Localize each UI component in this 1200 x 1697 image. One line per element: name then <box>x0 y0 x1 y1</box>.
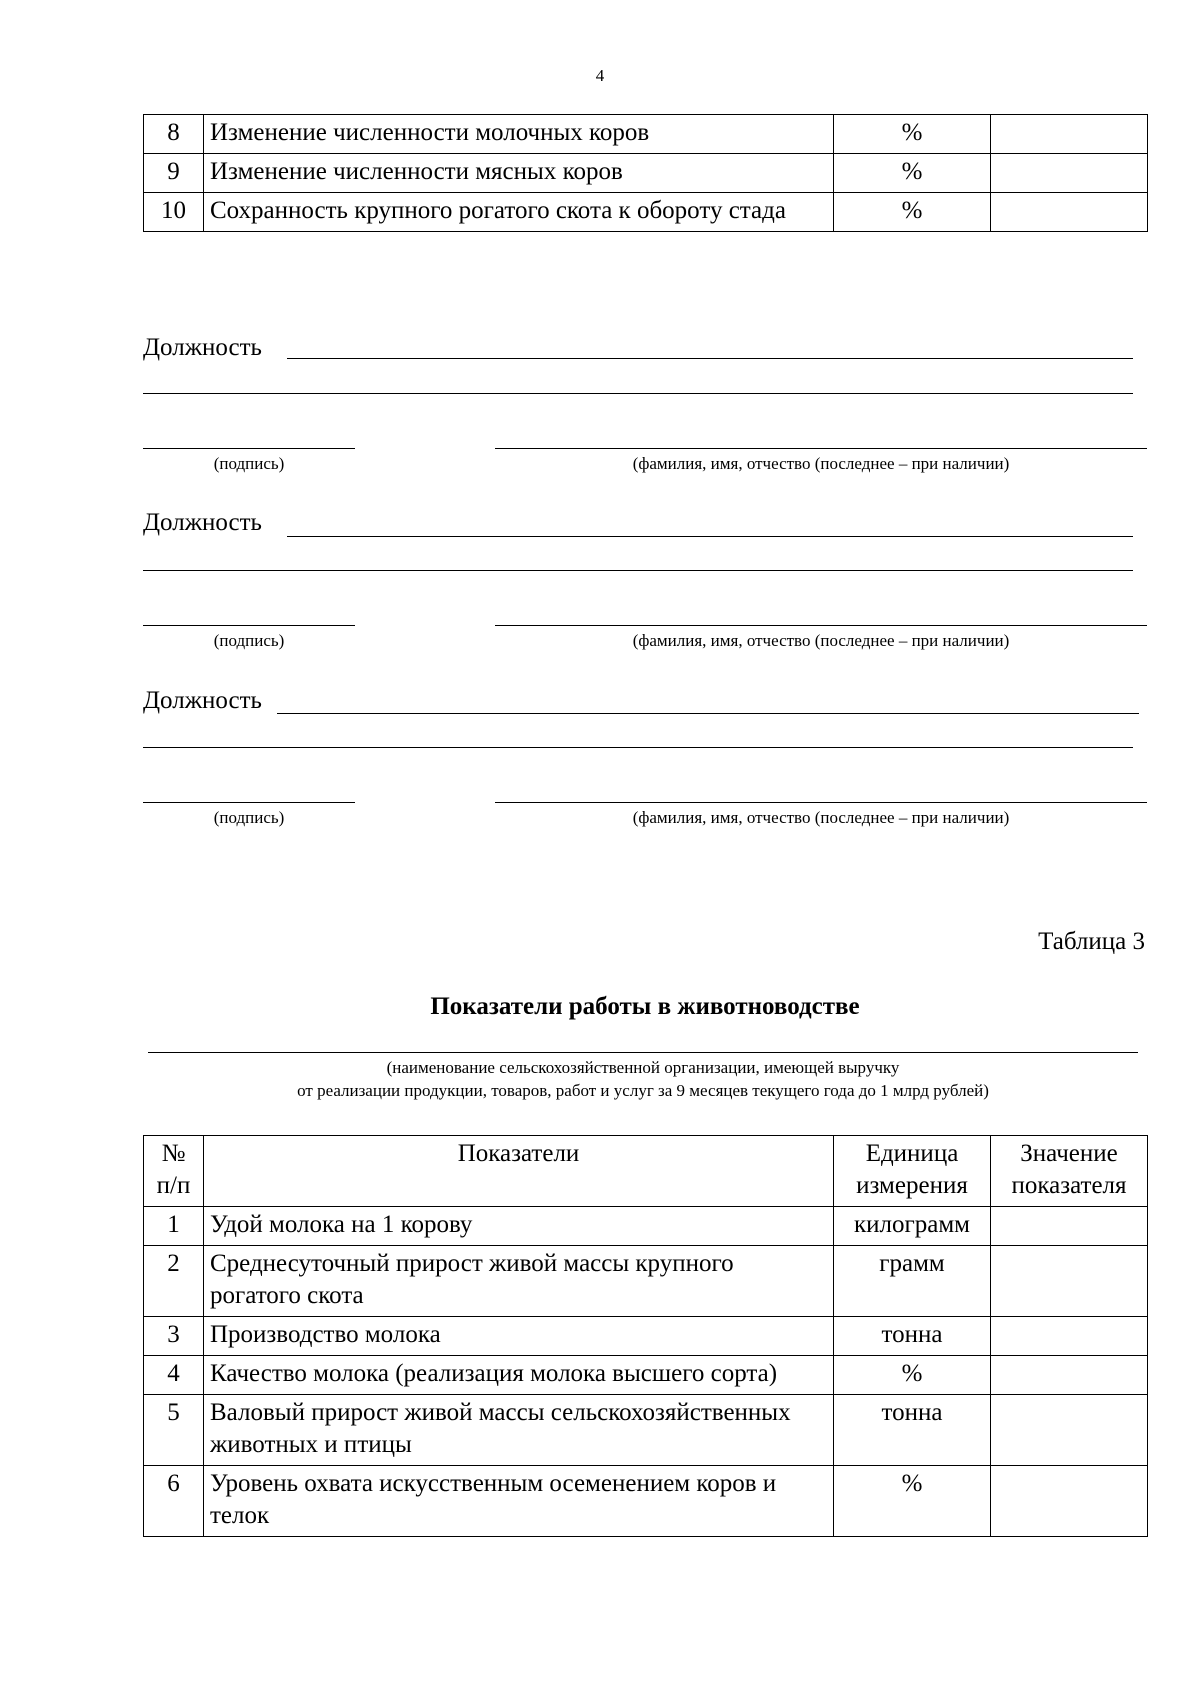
full-name-line[interactable] <box>495 625 1147 626</box>
unit-cell: % <box>834 154 991 193</box>
value-cell[interactable] <box>991 154 1148 193</box>
unit-cell: тонна <box>834 1317 991 1356</box>
full-name-caption: (фамилия, имя, отчество (последнее – при наличии) <box>632 454 1010 473</box>
signature-caption: (подпись) <box>213 808 285 827</box>
indicator-name: Среднесуточный прирост живой массы крупного рогатого скота <box>204 1246 834 1317</box>
signature-line[interactable] <box>143 625 355 626</box>
row-number: 10 <box>144 193 204 232</box>
organization-caption-line: от реализации продукции, товаров, работ и услуг за 9 месяцев текущего года до 1 млрд рублей) <box>297 1081 989 1100</box>
row-number: 9 <box>144 154 204 193</box>
value-cell[interactable] <box>991 1207 1148 1246</box>
position-label: Должность <box>143 334 262 361</box>
value-cell[interactable] <box>991 1356 1148 1395</box>
position-line-continued[interactable] <box>143 393 1133 394</box>
table-row <box>144 1246 1148 1317</box>
full-name-line[interactable] <box>495 448 1147 449</box>
table-row <box>144 1466 1148 1537</box>
row-number: 3 <box>144 1317 204 1356</box>
table-row <box>144 154 1148 193</box>
organization-name-line[interactable] <box>148 1052 1138 1053</box>
header-value: Значение показателя <box>991 1136 1148 1207</box>
table-row <box>144 1207 1148 1246</box>
table-row <box>144 1356 1148 1395</box>
value-cell[interactable] <box>991 1395 1148 1466</box>
header-number <box>144 1136 204 1207</box>
indicator-name: Изменение численности мясных коров <box>204 154 834 193</box>
table-row <box>144 1317 1148 1356</box>
header-unit: Единица измерения <box>834 1136 991 1207</box>
full-name-line[interactable] <box>495 802 1147 803</box>
signature-caption: (подпись) <box>213 631 285 650</box>
table-row <box>144 1395 1148 1466</box>
value-cell[interactable] <box>991 1466 1148 1537</box>
indicator-name: Производство молока <box>204 1317 834 1356</box>
unit-cell: % <box>834 1466 991 1537</box>
indicator-name: Изменение численности молочных коров <box>204 115 834 154</box>
table-row <box>144 115 1148 154</box>
page-number: 4 <box>595 66 605 85</box>
indicator-name: Сохранность крупного рогатого скота к обороту стада <box>204 193 834 232</box>
signature-line[interactable] <box>143 448 355 449</box>
indicator-name: Удой молока на 1 корову <box>204 1207 834 1246</box>
position-label: Должность <box>143 687 262 714</box>
organization-caption-line: (наименование сельскохозяйственной организации, имеющей выручку <box>386 1058 900 1077</box>
full-name-caption: (фамилия, имя, отчество (последнее – при наличии) <box>632 808 1010 827</box>
table-title: Показатели работы в животноводстве <box>430 993 860 1020</box>
indicator-name: Уровень охвата искусственным осеменением коров и телок <box>204 1466 834 1537</box>
row-number: 2 <box>144 1246 204 1317</box>
header-indicators: Показатели <box>204 1136 834 1207</box>
table-label: Таблица 3 <box>1038 928 1145 955</box>
row-number: 6 <box>144 1466 204 1537</box>
unit-cell: килограмм <box>834 1207 991 1246</box>
unit-cell: % <box>834 193 991 232</box>
signature-caption: (подпись) <box>213 454 285 473</box>
organization-caption <box>143 1056 1143 1102</box>
unit-cell: % <box>834 115 991 154</box>
row-number: 4 <box>144 1356 204 1395</box>
value-cell[interactable] <box>991 115 1148 154</box>
position-line-continued[interactable] <box>143 747 1133 748</box>
indicator-name: Качество молока (реализация молока высшего сорта) <box>204 1356 834 1395</box>
livestock-indicators-table <box>143 1135 1148 1537</box>
position-line[interactable] <box>277 713 1139 714</box>
position-line-continued[interactable] <box>143 570 1133 571</box>
indicator-name: Валовый прирост живой массы сельскохозяйственных животных и птицы <box>204 1395 834 1466</box>
row-number: 5 <box>144 1395 204 1466</box>
table-header-row <box>144 1136 1148 1207</box>
row-number: 1 <box>144 1207 204 1246</box>
full-name-caption: (фамилия, имя, отчество (последнее – при наличии) <box>632 631 1010 650</box>
position-line[interactable] <box>287 358 1133 359</box>
header-number-symbol: № <box>161 1140 186 1167</box>
signature-line[interactable] <box>143 802 355 803</box>
value-cell[interactable] <box>991 1246 1148 1317</box>
unit-cell: грамм <box>834 1246 991 1317</box>
indicators-table-continued <box>143 114 1148 232</box>
header-number-abbr: п/п <box>156 1172 191 1199</box>
row-number: 8 <box>144 115 204 154</box>
unit-cell: тонна <box>834 1395 991 1466</box>
unit-cell: % <box>834 1356 991 1395</box>
value-cell[interactable] <box>991 193 1148 232</box>
position-line[interactable] <box>287 536 1133 537</box>
table-row <box>144 193 1148 232</box>
value-cell[interactable] <box>991 1317 1148 1356</box>
position-label: Должность <box>143 509 262 536</box>
